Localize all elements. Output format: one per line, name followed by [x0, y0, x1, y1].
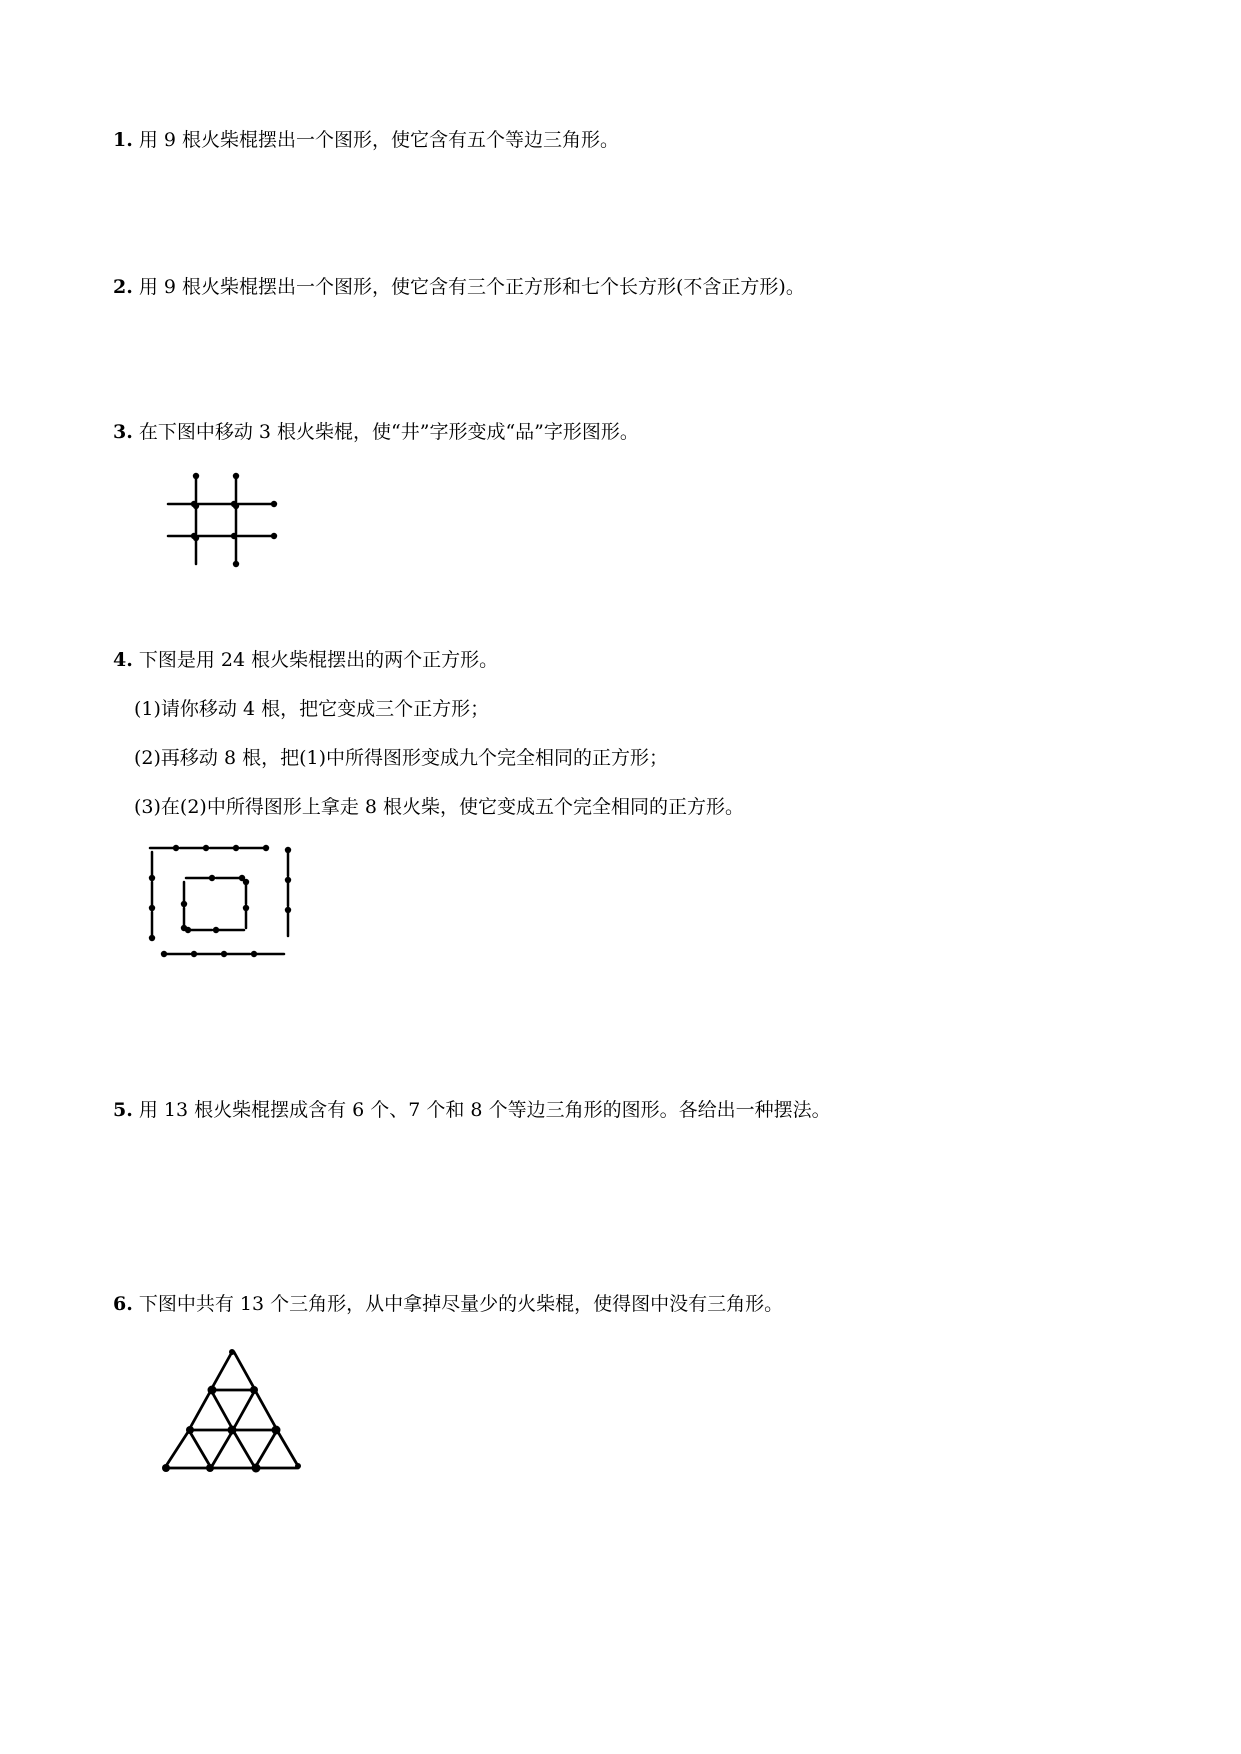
- question-text: 下图中共有 13 个三角形，从中拿掉尽量少的火柴棍，使得图中没有三角形。: [138, 1293, 784, 1315]
- question-3: [113, 420, 639, 444]
- question-4: [113, 648, 498, 672]
- question-number: 3.: [113, 421, 133, 443]
- question-number: 2.: [113, 276, 133, 298]
- question-text: 用 9 根火柴棍摆出一个图形，使它含有五个等边三角形。: [138, 129, 620, 151]
- matchstick-grid-figure: [160, 470, 290, 570]
- question-6: [113, 1292, 783, 1316]
- question-text: 用 13 根火柴棍摆成含有 6 个、7 个和 8 个等边三角形的图形。各给出一种摆法。: [138, 1099, 831, 1121]
- question-1: [113, 128, 619, 152]
- triangle-grid-figure: [152, 1344, 312, 1479]
- question-2: [113, 275, 805, 299]
- question-5: [113, 1098, 831, 1122]
- question-number: 5.: [113, 1099, 133, 1121]
- question-text: 用 9 根火柴棍摆出一个图形，使它含有三个正方形和七个长方形(不含正方形)。: [138, 276, 805, 298]
- question-text: 下图是用 24 根火柴棍摆出的两个正方形。: [138, 649, 499, 671]
- sub-question-3: (3)在(2)中所得图形上拿走 8 根火柴，使它变成五个完全相同的正方形。: [134, 796, 744, 818]
- sub-question-1: (1)请你移动 4 根，把它变成三个正方形；: [134, 698, 490, 720]
- question-number: 4.: [113, 649, 133, 671]
- question-number: 1.: [113, 129, 133, 151]
- sub-question-2: (2)再移动 8 根，把(1)中所得图形变成九个完全相同的正方形；: [134, 747, 668, 769]
- question-number: 6.: [113, 1293, 133, 1315]
- nested-squares-figure: [140, 838, 300, 968]
- question-text: 在下图中移动 3 根火柴棍，使“井”字形变成“品”字形图形。: [138, 421, 639, 443]
